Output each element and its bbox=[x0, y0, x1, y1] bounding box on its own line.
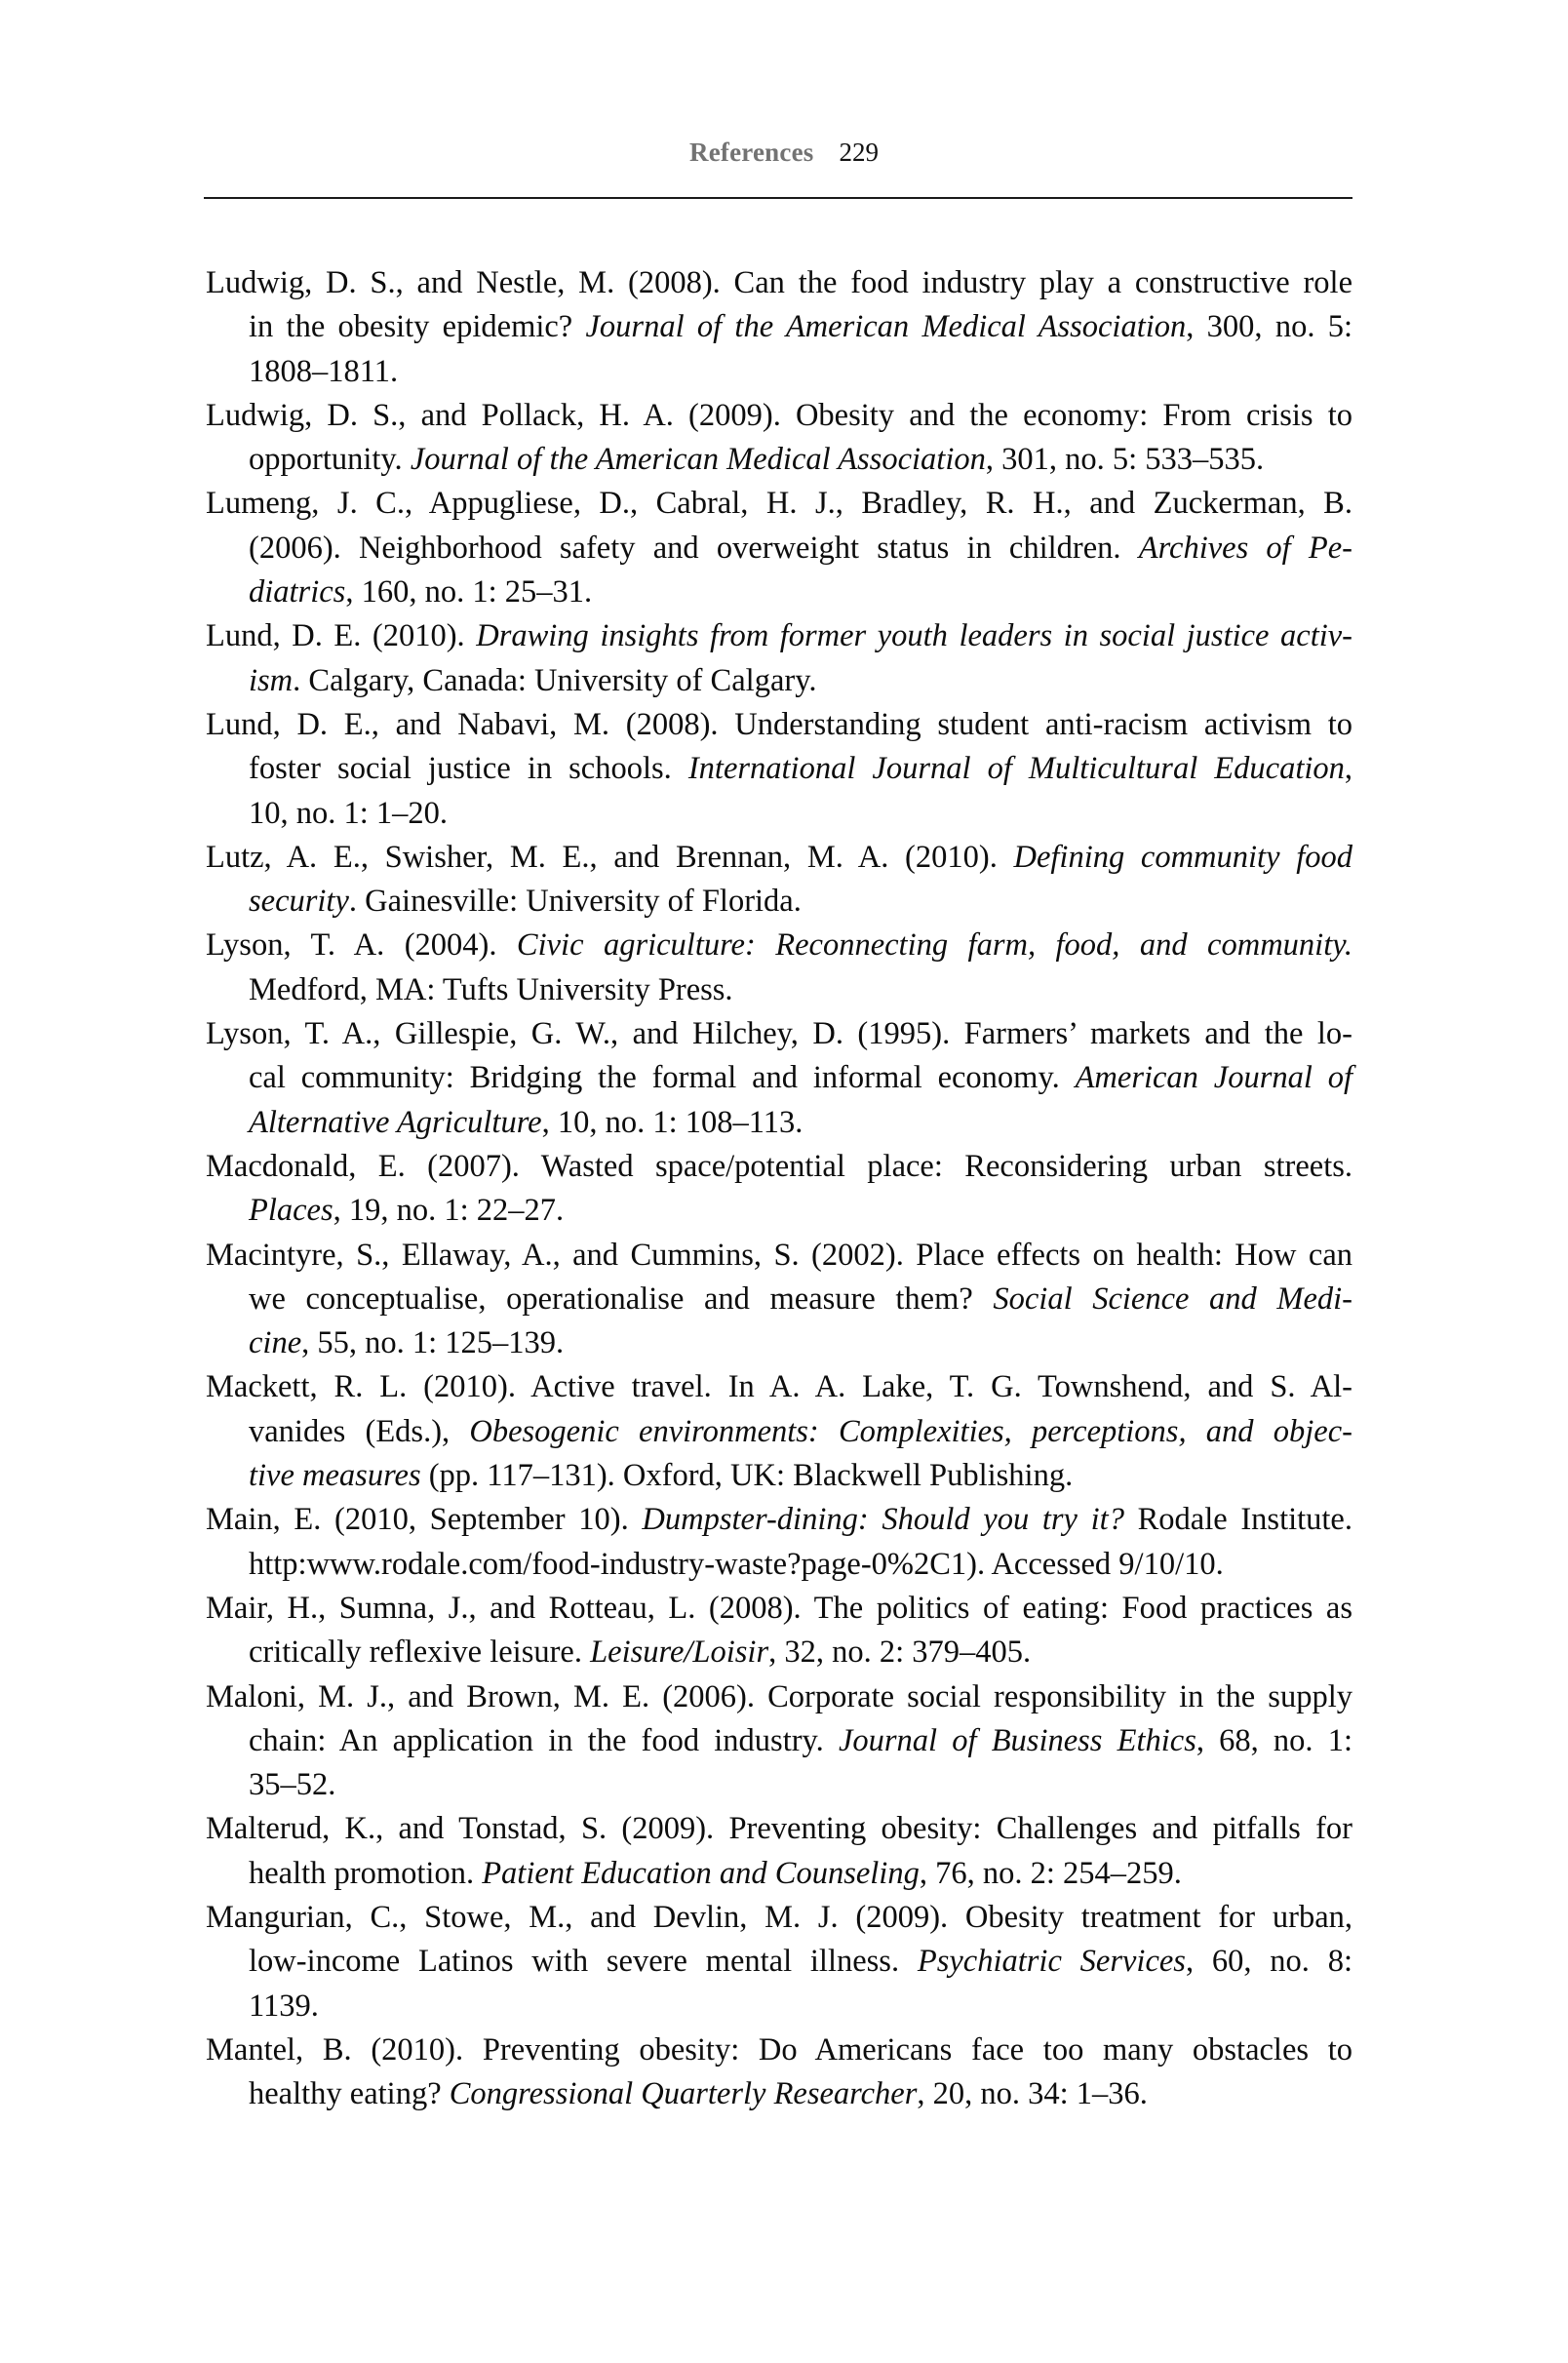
reference-line-continuation bbox=[206, 1631, 1352, 1674]
reference-italic-title: American Journal of bbox=[1075, 1060, 1352, 1096]
reference-line-first bbox=[206, 1498, 1352, 1542]
reference-italic-title: cine bbox=[249, 1325, 302, 1361]
reference-line-first bbox=[206, 703, 1352, 747]
reference-italic-title: tive measures bbox=[249, 1458, 421, 1494]
reference-text: Lund, D. E. (2010). bbox=[206, 618, 477, 654]
running-head-section-title: References bbox=[689, 138, 814, 167]
reference-text: . Calgary, Canada: University of Calgary. bbox=[293, 662, 817, 698]
reference-line-first bbox=[206, 394, 1352, 438]
reference-text: , 10, no. 1: 108–113. bbox=[541, 1104, 804, 1140]
reference-italic-title: Journal of the American Medical Association bbox=[410, 442, 986, 478]
reference-italic-title: Archives of Pe- bbox=[1138, 530, 1352, 566]
reference-line-continuation bbox=[206, 438, 1352, 482]
reference-text: Lund, D. E., and Nabavi, M. (2008). Understanding student anti-racism activism to bbox=[206, 706, 1352, 742]
reference-line-first bbox=[206, 261, 1352, 305]
reference-line-continuation bbox=[206, 350, 1352, 394]
reference-text: 10, no. 1: 1–20. bbox=[249, 795, 449, 831]
reference-entry bbox=[206, 1012, 1352, 1145]
reference-list bbox=[206, 261, 1352, 2116]
reference-text: (pp. 117–131). Oxford, UK: Blackwell Publishing. bbox=[420, 1458, 1074, 1494]
reference-italic-title: Defining community food bbox=[1013, 839, 1352, 875]
reference-italic-title: International Journal of Multicultural Education bbox=[687, 751, 1345, 787]
reference-text: , bbox=[1344, 751, 1353, 787]
reference-line-first bbox=[206, 924, 1352, 967]
reference-entry bbox=[206, 1807, 1352, 1896]
reference-line-continuation bbox=[206, 792, 1352, 836]
reference-entry bbox=[206, 394, 1352, 483]
reference-entry bbox=[206, 261, 1352, 394]
reference-text: Mangurian, C., Stowe, M., and Devlin, M. J. (2009). Obesity treatment for urban, bbox=[206, 1899, 1352, 1935]
reference-entry bbox=[206, 836, 1352, 925]
reference-text: in the obesity epidemic? bbox=[249, 309, 586, 345]
reference-text: , 19, no. 1: 22–27. bbox=[333, 1193, 565, 1229]
reference-entry bbox=[206, 2028, 1352, 2117]
reference-italic-title: Journal of Business Ethics bbox=[838, 1722, 1196, 1758]
reference-entry bbox=[206, 1498, 1352, 1587]
reference-text: 35–52. bbox=[249, 1767, 336, 1803]
reference-line-continuation bbox=[206, 1852, 1352, 1896]
reference-italic-title: Patient Education and Counseling bbox=[482, 1855, 920, 1891]
reference-text: chain: An application in the food industry. bbox=[249, 1722, 839, 1758]
reference-line-first bbox=[206, 1675, 1352, 1719]
reference-text: low-income Latinos with severe mental illness. bbox=[249, 1944, 918, 1980]
reference-text: Mackett, R. L. (2010). Active travel. In A. A. Lake, T. G. Townshend, and S. Al- bbox=[206, 1369, 1352, 1405]
reference-text: , 32, no. 2: 379–405. bbox=[768, 1634, 1032, 1671]
reference-text: Macdonald, E. (2007). Wasted space/potential place: Reconsidering urban streets. bbox=[206, 1148, 1352, 1184]
reference-italic-title: Civic agriculture: Reconnecting farm, food, and community. bbox=[516, 927, 1352, 964]
reference-italic-title: Places bbox=[249, 1193, 333, 1229]
reference-line-continuation bbox=[206, 1189, 1352, 1233]
reference-italic-title: Leisure/Loisir bbox=[590, 1634, 769, 1671]
reference-line-continuation bbox=[206, 571, 1352, 614]
reference-text: Mair, H., Sumna, J., and Rotteau, L. (2008). The politics of eating: Food practices as bbox=[206, 1590, 1352, 1626]
reference-entry bbox=[206, 1365, 1352, 1498]
reference-entry bbox=[206, 1145, 1352, 1234]
reference-text: http:www.rodale.com/food-industry-waste?page-0%2C1). Accessed 9/10/10. bbox=[249, 1546, 1224, 1582]
reference-line-first bbox=[206, 1896, 1352, 1940]
reference-entry bbox=[206, 1234, 1352, 1366]
reference-text: , 55, no. 1: 125–139. bbox=[301, 1325, 565, 1361]
reference-line-continuation bbox=[206, 1454, 1352, 1498]
reference-line-first bbox=[206, 2028, 1352, 2072]
reference-line-first bbox=[206, 1145, 1352, 1189]
reference-text: cal community: Bridging the formal and informal economy. bbox=[249, 1060, 1076, 1096]
reference-text: , 60, no. 8: bbox=[1185, 1944, 1352, 1980]
reference-line-first bbox=[206, 1365, 1352, 1409]
reference-text: . Gainesville: University of Florida. bbox=[348, 884, 802, 920]
reference-text: health promotion. bbox=[249, 1855, 483, 1891]
reference-entry bbox=[206, 703, 1352, 836]
reference-text: Macintyre, S., Ellaway, A., and Cummins, S. (2002). Place effects on health: How can bbox=[206, 1237, 1352, 1273]
reference-text: Lumeng, J. C., Appugliese, D., Cabral, H. J., Bradley, R. H., and Zuckerman, B. bbox=[206, 486, 1352, 522]
reference-line-continuation bbox=[206, 1101, 1352, 1145]
reference-line-first bbox=[206, 1807, 1352, 1851]
reference-text: , 20, no. 34: 1–36. bbox=[917, 2076, 1148, 2112]
reference-italic-title: Congressional Quarterly Researcher bbox=[449, 2076, 918, 2112]
reference-line-continuation bbox=[206, 1543, 1352, 1587]
reference-italic-title: ism bbox=[249, 662, 294, 698]
reference-italic-title: security bbox=[249, 884, 349, 920]
reference-text: Rodale Institute. bbox=[1123, 1502, 1352, 1538]
reference-text: (2006). Neighborhood safety and overweight status in children. bbox=[249, 530, 1139, 566]
reference-line-continuation bbox=[206, 659, 1352, 703]
reference-text: critically reflexive leisure. bbox=[249, 1634, 591, 1671]
reference-italic-title: Dumpster-dining: Should you try it? bbox=[642, 1502, 1124, 1538]
reference-entry bbox=[206, 482, 1352, 614]
reference-text: Malterud, K., and Tonstad, S. (2009). Preventing obesity: Challenges and pitfalls for bbox=[206, 1811, 1352, 1847]
reference-text: , 300, no. 5: bbox=[1186, 309, 1353, 345]
reference-text: opportunity. bbox=[249, 442, 411, 478]
reference-text: we conceptualise, operationalise and measure them? bbox=[249, 1280, 994, 1317]
reference-line-continuation bbox=[206, 1410, 1352, 1454]
reference-line-continuation bbox=[206, 1321, 1352, 1365]
reference-text: , 160, no. 1: 25–31. bbox=[345, 574, 593, 610]
reference-italic-title: Journal of the American Medical Association bbox=[585, 309, 1187, 345]
reference-text: , 76, no. 2: 254–259. bbox=[919, 1855, 1182, 1891]
reference-italic-title: diatrics bbox=[249, 574, 346, 610]
running-head bbox=[0, 135, 1568, 170]
reference-text: 1139. bbox=[249, 1988, 319, 2024]
reference-italic-title: Social Science and Medi- bbox=[993, 1280, 1352, 1317]
reference-entry bbox=[206, 924, 1352, 1012]
reference-italic-title: Psychiatric Services bbox=[917, 1944, 1186, 1980]
reference-text: vanides (Eds.), bbox=[249, 1413, 470, 1449]
header-rule bbox=[204, 197, 1352, 199]
reference-text: Main, E. (2010, September 10). bbox=[206, 1502, 643, 1538]
reference-italic-title: Drawing insights from former youth leaders in social justice activ- bbox=[476, 618, 1353, 654]
reference-entry bbox=[206, 1675, 1352, 1808]
reference-text: , 301, no. 5: 533–535. bbox=[985, 442, 1265, 478]
reference-line-first bbox=[206, 836, 1352, 880]
reference-line-continuation bbox=[206, 880, 1352, 924]
reference-line-continuation bbox=[206, 1940, 1352, 1984]
reference-line-continuation bbox=[206, 747, 1352, 791]
reference-line-continuation bbox=[206, 1278, 1352, 1321]
reference-line-first bbox=[206, 1587, 1352, 1631]
reference-line-continuation bbox=[206, 305, 1352, 349]
reference-text: healthy eating? bbox=[249, 2076, 450, 2112]
reference-line-continuation bbox=[206, 527, 1352, 571]
reference-text: Ludwig, D. S., and Pollack, H. A. (2009). Obesity and the economy: From crisis to bbox=[206, 397, 1352, 433]
reference-text: Medford, MA: Tufts University Press. bbox=[249, 971, 733, 1007]
reference-line-first bbox=[206, 482, 1352, 526]
reference-line-continuation bbox=[206, 1763, 1352, 1807]
reference-line-first bbox=[206, 1012, 1352, 1056]
reference-text: Mantel, B. (2010). Preventing obesity: Do Americans face too many obstacles to bbox=[206, 2031, 1352, 2068]
reference-text: Ludwig, D. S., and Nestle, M. (2008). Can the food industry play a constructive role bbox=[206, 265, 1352, 300]
reference-text: , 68, no. 1: bbox=[1196, 1722, 1352, 1758]
reference-text: Lyson, T. A., Gillespie, G. W., and Hilchey, D. (1995). Farmers’ markets and the lo- bbox=[206, 1016, 1352, 1052]
reference-italic-title: Obesogenic environments: Complexities, perceptions, and objec- bbox=[469, 1413, 1352, 1449]
reference-entry bbox=[206, 1896, 1352, 2028]
reference-text: 1808–1811. bbox=[249, 353, 399, 389]
reference-line-first bbox=[206, 614, 1352, 658]
reference-line-continuation bbox=[206, 1719, 1352, 1763]
reference-line-continuation bbox=[206, 968, 1352, 1012]
reference-italic-title: Alternative Agriculture bbox=[249, 1104, 542, 1140]
reference-line-continuation bbox=[206, 2072, 1352, 2116]
reference-text: Lutz, A. E., Swisher, M. E., and Brennan, M. A. (2010). bbox=[206, 839, 1014, 875]
reference-text: Maloni, M. J., and Brown, M. E. (2006). Corporate social responsibility in the supply bbox=[206, 1678, 1352, 1714]
reference-text: foster social justice in schools. bbox=[249, 751, 688, 787]
page-number: 229 bbox=[839, 138, 879, 167]
reference-line-continuation bbox=[206, 1985, 1352, 2028]
reference-text: Lyson, T. A. (2004). bbox=[206, 927, 517, 964]
reference-line-first bbox=[206, 1234, 1352, 1278]
reference-entry bbox=[206, 1587, 1352, 1675]
reference-entry bbox=[206, 614, 1352, 703]
reference-line-continuation bbox=[206, 1056, 1352, 1100]
